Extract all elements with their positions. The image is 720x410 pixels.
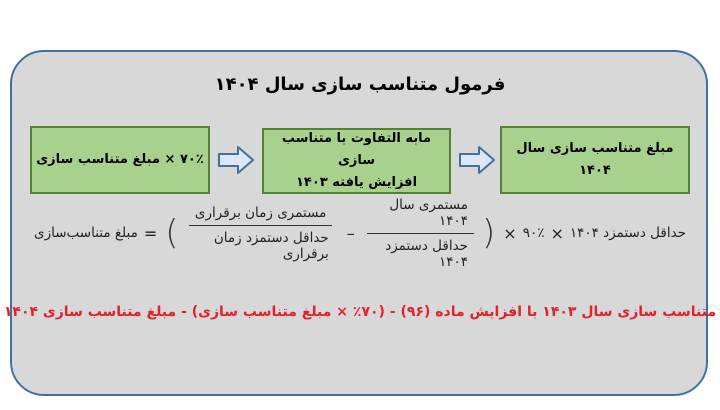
fraction-current-year-numerator: مستمری سال ۱۴۰۴ — [367, 197, 474, 234]
box-difference-line1: مابه التفاوت با متناسب سازی — [281, 131, 432, 168]
diagram-title: فرمول متناسب سازی سال ۱۴۰۴ — [214, 74, 506, 95]
formula-lhs: مبلغ متناسب‌سازی — [34, 225, 138, 241]
formula-times-2: × — [503, 223, 517, 243]
fraction-establishment-denominator: حداقل دستمزد زمان برقراری — [213, 229, 329, 262]
formula-equals: = — [143, 223, 158, 243]
fraction-establishment-numerator: مستمری زمان برقراری — [189, 205, 332, 226]
formula-minus: – — [346, 223, 355, 243]
box-seventy-percent-label: ۷۰٪ × مبلغ متناسب سازی — [36, 152, 204, 167]
box-final-amount — [500, 126, 690, 194]
box-difference-line2: افزایش یافته ۱۴۰۳ — [295, 175, 418, 190]
box-seventy-percent — [30, 126, 210, 194]
fraction-establishment — [187, 205, 335, 262]
formula-times-1: × — [550, 223, 564, 243]
main-formula — [34, 196, 686, 270]
formula-percent: ۹۰٪ — [522, 225, 545, 241]
bottom-red-formula: متناسب سازی سال ۱۴۰۳ با افزایش ماده (۹۶) - (۷۰٪ × مبلغ متناسب سازی) - مبلغ متناسب سازی ۱۴۰۴ — [3, 304, 717, 320]
fraction-current-year — [367, 197, 474, 270]
arrow-right-2-icon — [459, 145, 495, 175]
box-difference — [262, 128, 451, 194]
box-final-amount-label: مبلغ متناسب سازی سال ۱۴۰۴ — [516, 141, 674, 178]
fraction-current-year-denominator: حداقل دستمزد ۱۴۰۴ — [385, 237, 469, 270]
formula-open-paren: ( — [482, 213, 496, 253]
arrow-right-1-icon — [218, 145, 254, 175]
formula-rhs-min-wage: حداقل دستمزد ۱۴۰۴ — [569, 225, 686, 241]
formula-close-paren: ) — [165, 213, 179, 253]
